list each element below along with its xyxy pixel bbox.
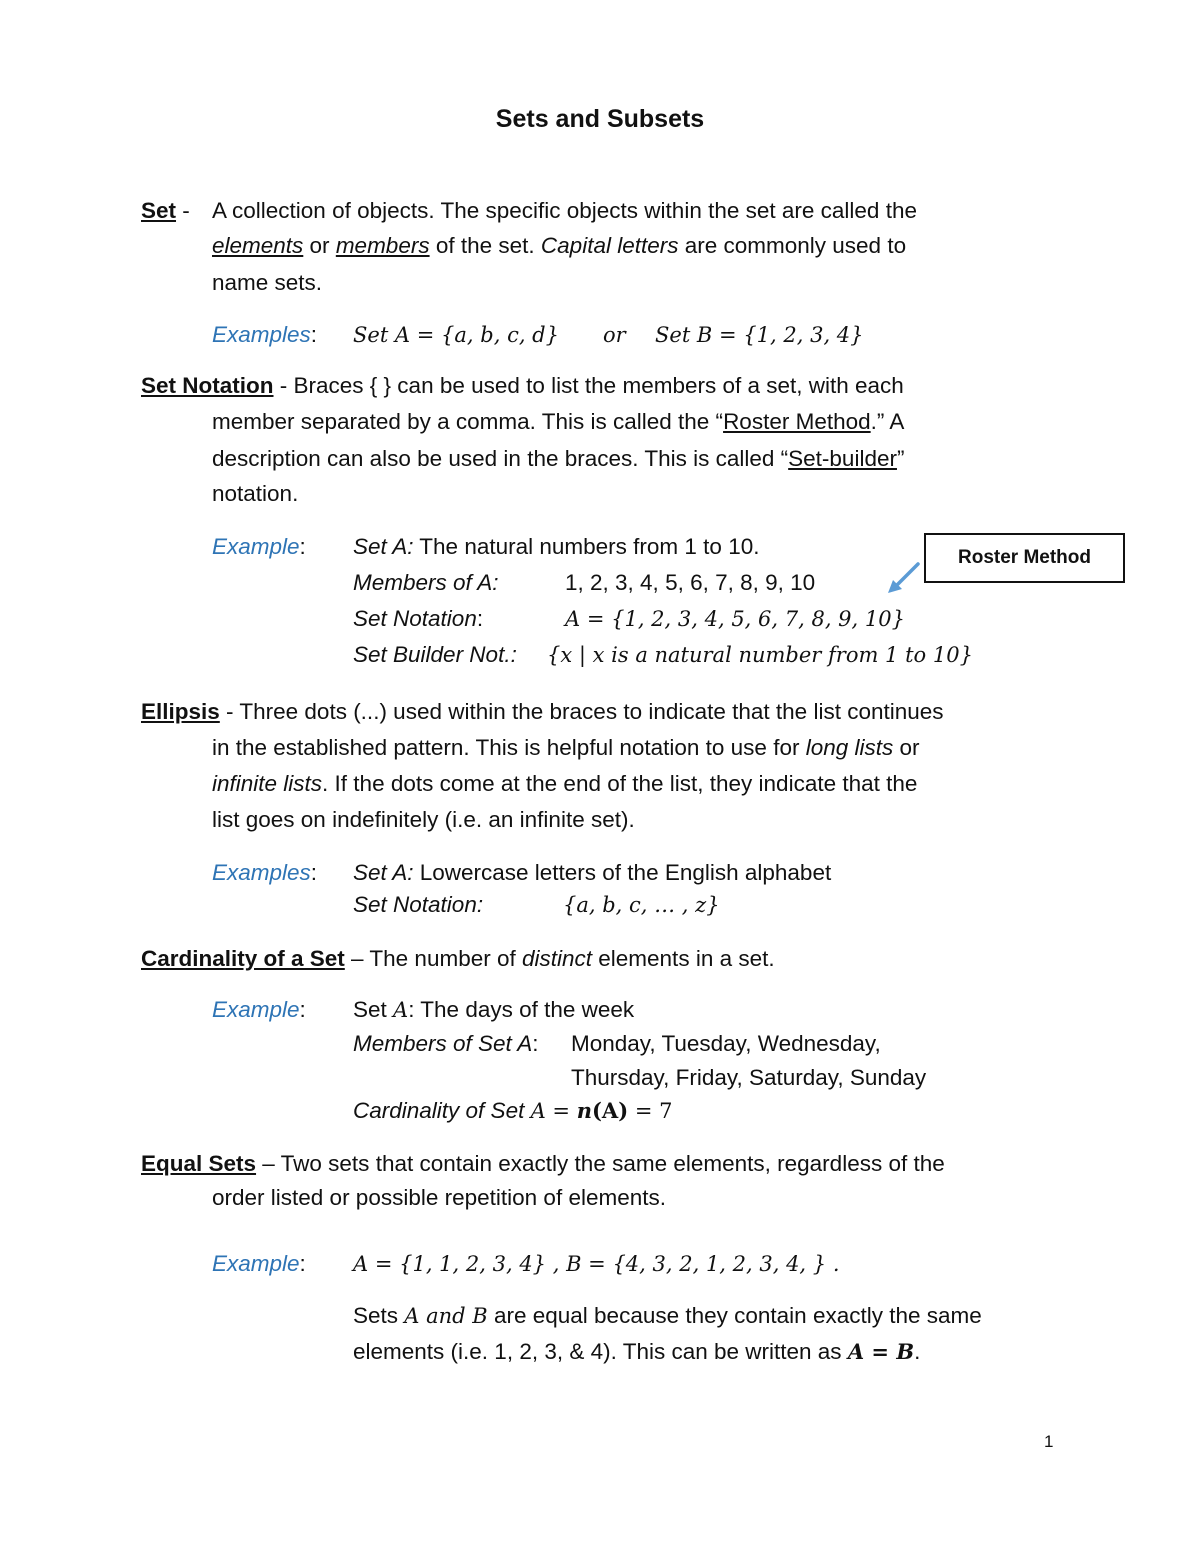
text: – The number of	[344, 946, 522, 971]
roster-method-term: Roster Method	[723, 409, 871, 434]
colon: :	[299, 534, 306, 559]
equal-sets-line-1	[0, 1146, 1200, 1182]
word-elements: elements	[212, 233, 304, 258]
set-builder-term: Set-builder	[788, 446, 897, 471]
arrow-icon	[884, 560, 924, 596]
example-label: Example	[212, 1251, 300, 1276]
equal-sets-example-row-1	[0, 1246, 1200, 1282]
text: list goes on indefinitely (i.e. an infinite set).	[212, 807, 635, 832]
text: member separated by a comma. This is called the “	[212, 409, 724, 434]
set-definition-line-2	[0, 228, 1200, 264]
text: notation.	[212, 481, 299, 506]
text: Lowercase letters of the English alphabet	[413, 860, 832, 885]
colon: :	[310, 322, 318, 347]
text: Sets	[353, 1303, 405, 1328]
set-builder-notation: {x | x is a natural number from 1 to 10}	[547, 643, 973, 667]
text: - Braces { } can be used to list the members of a set, with each	[273, 373, 904, 398]
equal-sets-math: A = {1, 1, 2, 3, 4} , B = {4, 3, 2, 1, 2, 3, 4, } .	[353, 1252, 840, 1276]
cardinality-example-row-2	[0, 1026, 1200, 1062]
text: or	[303, 233, 336, 258]
ellipsis-line-4	[0, 802, 1200, 838]
days-list-2: Thursday, Friday, Saturday, Sunday	[571, 1065, 927, 1090]
math: A and B	[404, 1304, 488, 1328]
label: Set Notation	[353, 606, 477, 631]
label: Members of Set A	[353, 1031, 533, 1056]
text: elements in a set.	[592, 946, 775, 971]
text: Set	[353, 997, 394, 1022]
set-def-text-1: A collection of objects. The specific objects within the set are called the	[212, 198, 917, 223]
text: ”	[896, 446, 905, 471]
label: Cardinality of Set	[353, 1098, 531, 1123]
text: – Two sets that contain exactly the same elements, regardless of the	[256, 1151, 945, 1176]
text: are equal because they contain exactly the same	[487, 1303, 982, 1328]
ellipsis-line-2	[0, 730, 1200, 766]
label: Set Builder Not.:	[353, 642, 517, 667]
colon: :	[476, 606, 484, 631]
cardinality-line-1	[0, 941, 1200, 977]
label: Set Notation:	[353, 892, 484, 917]
cardinality-example-row-1	[0, 992, 1200, 1028]
colon: :	[310, 860, 318, 885]
ellipsis-example-row-1	[0, 855, 1200, 891]
roster-notation: A = {1, 2, 3, 4, 5, 6, 7, 8, 9, 10}	[565, 607, 905, 631]
distinct: distinct	[521, 946, 593, 971]
equal-sets-example-row-3	[0, 1334, 1200, 1370]
sn-example-row-3	[0, 601, 1200, 637]
set-examples	[0, 317, 1200, 353]
term-set-notation: Set Notation	[141, 373, 274, 398]
infinite-lists: infinite lists	[212, 771, 323, 796]
set-def-text-3: name sets.	[212, 270, 323, 295]
text: - Three dots (...) used within the braces to indicate that the list continues	[219, 699, 944, 724]
cardinality-example-row-4	[0, 1093, 1200, 1129]
example-set-b: Set B = {1, 2, 3, 4}	[655, 323, 864, 347]
text: description can also be used in the braces. This is called “	[212, 446, 789, 471]
cardinality-example-row-3	[0, 1060, 1200, 1096]
equal-sets-example-row-2	[0, 1298, 1200, 1334]
text: order listed or possible repetition of elements.	[212, 1185, 666, 1210]
text: or	[893, 735, 920, 760]
label: Members of A:	[353, 570, 499, 595]
label: Set A:	[353, 860, 414, 885]
math-bold: A = B	[847, 1339, 915, 1364]
page-title: Sets and Subsets	[495, 105, 705, 133]
days-list-1: Monday, Tuesday, Wednesday,	[571, 1031, 881, 1056]
term-equal-sets: Equal Sets	[141, 1151, 257, 1176]
text: The natural numbers from 1 to 10.	[413, 534, 760, 559]
example-set-a: Set A = {a, b, c, d}	[353, 323, 559, 347]
word-capital-letters: Capital letters	[540, 233, 679, 258]
example-label: Example	[212, 534, 300, 559]
text: elements (i.e. 1, 2, 3, & 4). This can be written as	[353, 1339, 848, 1364]
math-paren: (A)	[592, 1098, 629, 1123]
set-definition-line-1	[0, 193, 1200, 229]
term-ellipsis: Ellipsis	[141, 699, 220, 724]
label: Set A:	[353, 534, 414, 559]
set-notation-line-3	[0, 441, 1200, 477]
term-cardinality: Cardinality of a Set	[141, 946, 345, 971]
members-list: 1, 2, 3, 4, 5, 6, 7, 8, 9, 10	[565, 570, 816, 595]
set-notation-line-1	[0, 368, 1200, 404]
word-members: members	[335, 233, 430, 258]
math-value: = 7	[628, 1099, 673, 1123]
text: . If the dots come at the end of the list, they indicate that the	[322, 771, 918, 796]
ellipsis-line-3	[0, 766, 1200, 802]
set-notation-line-2	[0, 404, 1200, 440]
text: .” A	[870, 409, 905, 434]
or-word: or	[603, 323, 626, 347]
ellipsis-notation: {a, b, c, … , z}	[563, 893, 720, 917]
text: are commonly used to	[678, 233, 907, 258]
set-definition-line-3	[0, 265, 1200, 301]
text: .	[914, 1339, 921, 1364]
examples-label: Examples	[212, 860, 311, 885]
colon: :	[299, 997, 306, 1022]
math-a: A	[393, 998, 409, 1022]
long-lists: long lists	[805, 735, 894, 760]
text: : The days of the week	[408, 997, 635, 1022]
math-n: n	[576, 1098, 592, 1123]
page-number: 1	[1044, 1432, 1054, 1451]
set-notation-line-4	[0, 476, 1200, 512]
example-label: Example	[212, 997, 300, 1022]
sn-example-row-4	[0, 637, 1200, 673]
text: of the set.	[429, 233, 541, 258]
roster-method-callout: Roster Method	[924, 533, 1125, 583]
examples-label: Examples	[212, 322, 311, 347]
colon: :	[299, 1251, 306, 1276]
ellipsis-example-row-2	[0, 887, 1200, 923]
equal-sets-line-2	[0, 1180, 1200, 1216]
ellipsis-line-1	[0, 694, 1200, 730]
colon: :	[532, 1031, 539, 1056]
text: in the established pattern. This is helpful notation to use for	[212, 735, 806, 760]
math: A =	[530, 1099, 577, 1123]
term-set: Set	[141, 198, 177, 223]
dash: -	[176, 198, 190, 223]
